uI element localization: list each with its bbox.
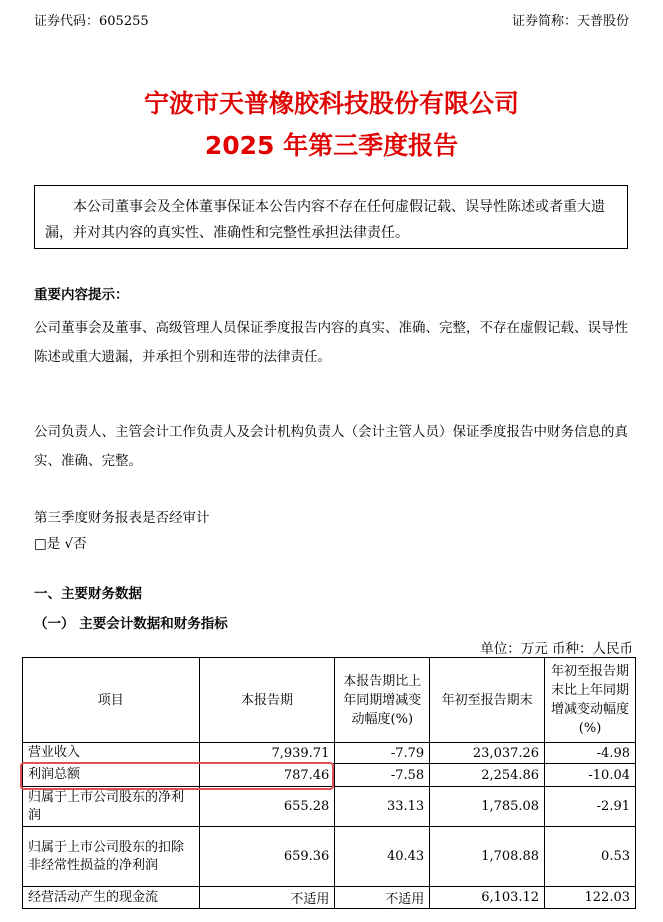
table-header-row xyxy=(23,658,636,743)
audit-answer: □是 √否 xyxy=(34,536,87,552)
row-current: 655.28 xyxy=(199,787,335,827)
row-current-change: -7.58 xyxy=(335,764,430,787)
subsection-heading: （一） 主要会计数据和财务指标 xyxy=(34,616,228,632)
row-current: 7,939.71 xyxy=(199,743,335,764)
highlight-box xyxy=(20,762,334,790)
row-ytd-change: -4.98 xyxy=(545,743,636,764)
row-ytd: 23,037.26 xyxy=(430,743,545,764)
stock-code: 证券代码：605255 xyxy=(34,14,149,29)
row-current-change: 33.13 xyxy=(335,787,430,827)
table-row xyxy=(23,787,636,827)
row-current-change: -7.79 xyxy=(335,743,430,764)
header-current: 本报告期 xyxy=(199,658,335,743)
row-ytd: 1,785.08 xyxy=(430,787,545,827)
unit-label: 单位：万元 币种：人民币 xyxy=(480,641,633,657)
table-row xyxy=(23,743,636,764)
row-current: 659.36 xyxy=(199,827,335,887)
row-current-change: 不适用 xyxy=(335,887,430,909)
row-ytd: 1,708.88 xyxy=(430,827,545,887)
row-item: 营业收入 xyxy=(23,743,200,764)
table-row xyxy=(23,887,636,909)
row-ytd: 2,254.86 xyxy=(430,764,545,787)
header-item: 项目 xyxy=(23,658,200,743)
row-ytd-change: -2.91 xyxy=(545,787,636,827)
row-item: 经营活动产生的现金流 xyxy=(23,887,200,909)
section-heading: 一、主要财务数据 xyxy=(34,586,142,602)
row-item: 归属于上市公司股东的净利润 xyxy=(23,787,200,827)
header-ytd: 年初至报告期末 xyxy=(430,658,545,743)
important-heading: 重要内容提示： xyxy=(34,287,129,303)
row-ytd: 6,103.12 xyxy=(430,887,545,909)
company-title: 宁波市天普橡胶科技股份有限公司 xyxy=(143,89,519,118)
row-current-change: 40.43 xyxy=(335,827,430,887)
row-item: 利润总额 xyxy=(23,764,200,787)
important-para-1: 公司董事会及董事、高级管理人员保证季度报告内容的真实、准确、完整，不存在虚假记载、误导性陈述或重大遗漏，并承担个别和连带的法律责任。 xyxy=(34,320,628,365)
audit-question: 第三季度财务报表是否经审计 xyxy=(34,510,210,526)
board-notice-box: 本公司董事会及全体董事保证本公告内容不存在任何虚假记载、误导性陈述或者重大遗漏，并对其内容的真实性、准确性和完整性承担法律责任。 xyxy=(34,185,628,249)
row-current: 787.46 xyxy=(199,764,335,787)
row-ytd-change: 0.53 xyxy=(545,827,636,887)
row-current: 不适用 xyxy=(199,887,335,909)
important-para-2: 公司负责人、主管会计工作负责人及会计机构负责人（会计主管人员）保证季度报告中财务信息的真实、准确、完整。 xyxy=(34,424,628,469)
row-ytd-change: 122.03 xyxy=(545,887,636,909)
header-ytd-change: 年初至报告期末比上年同期增减变动幅度(%) xyxy=(545,658,636,743)
row-item: 归属于上市公司股东的扣除非经常性损益的净利润 xyxy=(23,827,200,887)
report-title: 2025 年第三季度报告 xyxy=(204,131,459,160)
header-current-change: 本报告期比上年同期增减变动幅度(%) xyxy=(335,658,430,743)
row-ytd-change: -10.04 xyxy=(545,764,636,787)
table-row xyxy=(23,827,636,887)
stock-name: 证券简称：天普股份 xyxy=(511,14,629,29)
